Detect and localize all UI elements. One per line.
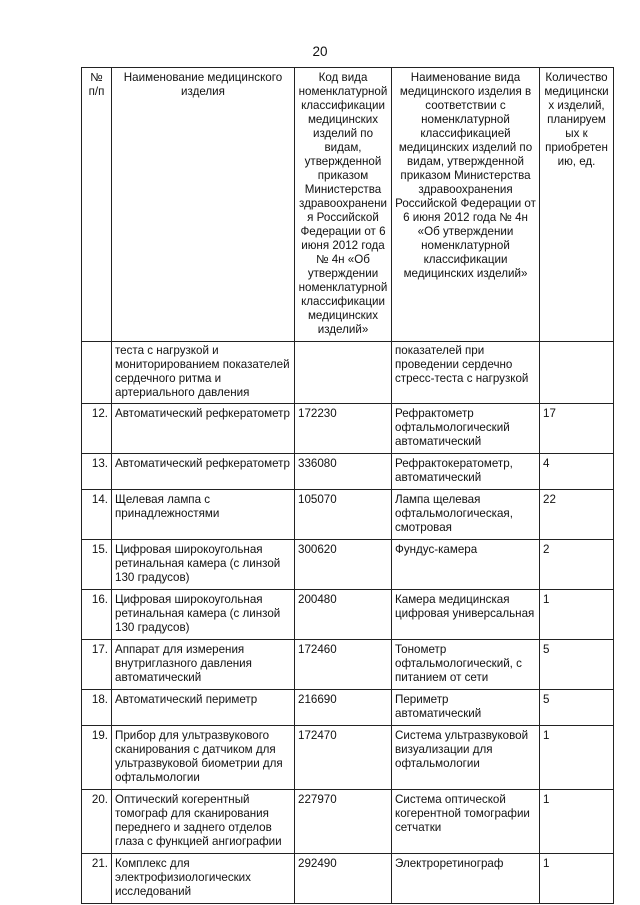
cell-number: 19. (82, 726, 112, 790)
cell-device-kind: показателей при проведении сердечно стресс-теста с нагрузкой (392, 342, 540, 404)
cell-number: 20. (82, 790, 112, 854)
cell-device-name: Цифровая широкоугольная ретинальная камера (с линзой 130 градусов) (112, 590, 295, 640)
cell-device-kind: Электроретинограф (392, 854, 540, 904)
cell-device-kind: Лампа щелевая офтальмологическая, смотровая (392, 490, 540, 540)
cell-number: 13. (82, 454, 112, 490)
cell-quantity: 17 (540, 404, 614, 454)
header-device-kind: Наименование вида медицинского изделия в соответствии с номенклатурной классификацией медицинских изделий по видам, утвержденной приказом Министерства здравоохранения Российской Федерации от 6 июня 2012 года № 4н «Об утверждении номенклатурной классификации медицинских изделий» (392, 68, 540, 342)
cell-quantity (540, 342, 614, 404)
cell-classification-code: 172460 (295, 640, 392, 690)
cell-device-name: Автоматический рефкератометр (112, 404, 295, 454)
medical-devices-table (81, 67, 614, 904)
cell-number: 18. (82, 690, 112, 726)
cell-classification-code: 105070 (295, 490, 392, 540)
cell-device-name: Щелевая лампа с принадлежностями (112, 490, 295, 540)
cell-number: 15. (82, 540, 112, 590)
cell-device-kind: Система оптической когерентной томографии сетчатки (392, 790, 540, 854)
cell-device-kind: Периметр автоматический (392, 690, 540, 726)
table-row (82, 726, 614, 790)
cell-classification-code: 200480 (295, 590, 392, 640)
cell-number: 12. (82, 404, 112, 454)
cell-device-name: Цифровая широкоугольная ретинальная камера (с линзой 130 градусов) (112, 540, 295, 590)
cell-quantity: 22 (540, 490, 614, 540)
table-row (82, 404, 614, 454)
table-row (82, 342, 614, 404)
cell-classification-code: 292490 (295, 854, 392, 904)
cell-classification-code: 216690 (295, 690, 392, 726)
cell-classification-code: 227970 (295, 790, 392, 854)
table-row (82, 640, 614, 690)
cell-device-kind: Камера медицинская цифровая универсальная (392, 590, 540, 640)
cell-quantity: 2 (540, 540, 614, 590)
cell-device-kind: Фундус-камера (392, 540, 540, 590)
table-row (82, 854, 614, 904)
cell-classification-code: 300620 (295, 540, 392, 590)
cell-quantity: 5 (540, 690, 614, 726)
page-number: 20 (312, 44, 328, 59)
cell-quantity: 1 (540, 590, 614, 640)
header-quantity: Количество медицинских изделий, планируемых к приобретению, ед. (540, 68, 614, 342)
table-row (82, 540, 614, 590)
cell-device-name: теста с нагрузкой и мониторированием показателей сердечного ритма и артериального давления (112, 342, 295, 404)
table-header-row (82, 68, 614, 342)
cell-device-name: Комплекс для электрофизиологических исследований (112, 854, 295, 904)
table-row (82, 490, 614, 540)
cell-quantity: 1 (540, 854, 614, 904)
cell-device-name: Автоматический рефкератометр (112, 454, 295, 490)
header-device-name: Наименование медицинского изделия (112, 68, 295, 342)
header-number: № п/п (82, 68, 112, 342)
table-row (82, 454, 614, 490)
cell-device-kind: Рефрактометр офтальмологический автоматический (392, 404, 540, 454)
cell-number: 14. (82, 490, 112, 540)
cell-device-name: Прибор для ультразвукового сканирования с датчиком для ультразвуковой биометрии для офтальмологии (112, 726, 295, 790)
cell-number: 21. (82, 854, 112, 904)
header-classification-code: Код вида номенклатурной классификации медицинских изделий по видам, утвержденной приказом Министерства здравоохранения Российской Федерации от 6 июня 2012 года № 4н «Об утверждении номенклатурной классификации медицинских изделий» (295, 68, 392, 342)
cell-device-kind: Тонометр офтальмологический, с питанием от сети (392, 640, 540, 690)
table-row (82, 590, 614, 640)
cell-number (82, 342, 112, 404)
cell-number: 16. (82, 590, 112, 640)
cell-device-name: Аппарат для измерения внутриглазного давления автоматический (112, 640, 295, 690)
cell-quantity: 5 (540, 640, 614, 690)
cell-number: 17. (82, 640, 112, 690)
cell-classification-code: 336080 (295, 454, 392, 490)
cell-device-kind: Система ультразвуковой визуализации для офтальмологии (392, 726, 540, 790)
table-row (82, 690, 614, 726)
cell-device-name: Оптический когерентный томограф для сканирования переднего и заднего отделов глаза с функцией ангиографии (112, 790, 295, 854)
cell-classification-code (295, 342, 392, 404)
cell-quantity: 1 (540, 726, 614, 790)
cell-classification-code: 172470 (295, 726, 392, 790)
cell-device-name: Автоматический периметр (112, 690, 295, 726)
table-row (82, 790, 614, 854)
cell-device-kind: Рефрактокератометр, автоматический (392, 454, 540, 490)
cell-quantity: 1 (540, 790, 614, 854)
cell-quantity: 4 (540, 454, 614, 490)
cell-classification-code: 172230 (295, 404, 392, 454)
